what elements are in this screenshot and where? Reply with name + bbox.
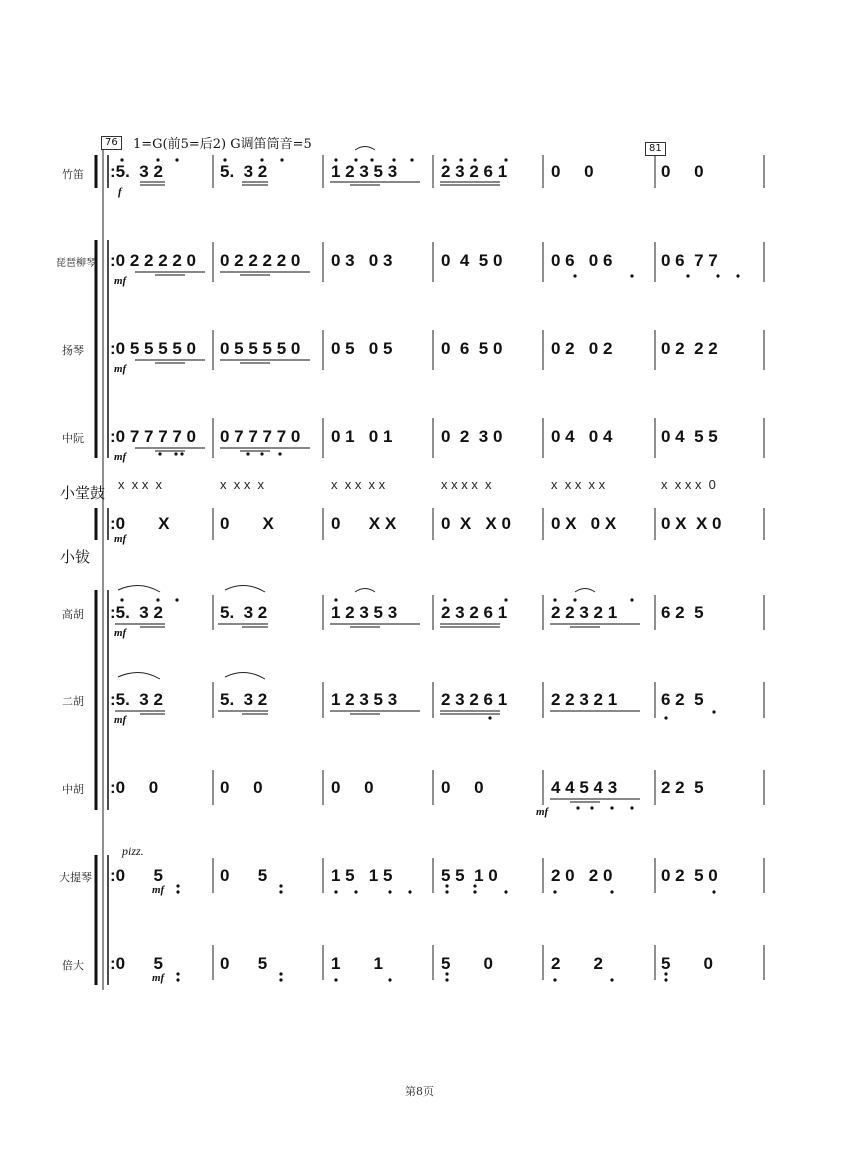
measure-4: 0 0 [441, 778, 484, 797]
measure-1: :5. 3 2 [110, 603, 163, 622]
measure-5: 0 X 0 X [551, 514, 617, 533]
measure-5: 2 2 3 2 1 [551, 603, 618, 622]
measure-1: x x x x [118, 477, 163, 492]
dynamic-marking: mf [114, 363, 127, 375]
measure-4: x x x x x [441, 477, 492, 492]
measure-5: x x x x x [551, 477, 606, 492]
measure-6: 2 2 5 [661, 778, 704, 797]
barlines [213, 155, 764, 980]
measure-2: 0 0 [220, 778, 263, 797]
measure-2: 0 5 [220, 954, 268, 973]
measure-5: 0 2 0 2 [551, 339, 613, 358]
measure-4: 2 3 2 6 1 [441, 603, 508, 622]
slurs [118, 147, 595, 680]
measure-3: x x x x x [331, 477, 386, 492]
measure-2: 0 5 5 5 5 0 [220, 339, 301, 358]
bracket-bamboo-flute [96, 155, 108, 188]
pizz-marking: pizz. [122, 844, 144, 858]
measure-1: :5. 3 2 [110, 162, 163, 181]
measure-4: 0 X X 0 [441, 514, 511, 533]
measure-3: 0 0 [331, 778, 374, 797]
measure-1: :0 5 [110, 954, 163, 973]
instrument-name-small-drum: 小堂鼓 [60, 484, 106, 502]
measure-5: 2 0 2 0 [551, 866, 613, 885]
key-signature-text: 1=G(前5=后2) G调笛筒音=5 [133, 137, 312, 152]
dynamic-marking: mf [114, 533, 127, 545]
measure-4: 5 0 [441, 954, 493, 973]
dynamic-marking: mf [152, 972, 165, 984]
measure-3: 0 X X [331, 514, 397, 533]
instrument-name-zhongruan: 中阮 [62, 432, 84, 445]
measure-4: 0 4 5 0 [441, 251, 503, 270]
measure-3: 1 1 [331, 954, 383, 973]
measure-6: 6 2 5 [661, 690, 704, 709]
measure-4: 5 5 1 0 [441, 866, 498, 885]
measure-6: 0 4 5 5 [661, 427, 718, 446]
dynamic-marking: mf [114, 451, 127, 463]
measure-3: 0 3 0 3 [331, 251, 393, 270]
measure-4: 2 3 2 6 1 [441, 162, 508, 181]
measure-2: 0 2 2 2 2 0 [220, 251, 301, 270]
measure-6: 0 0 [661, 162, 704, 181]
measure-6: 6 2 5 [661, 603, 704, 622]
bracket-bass-strings [96, 855, 108, 985]
measure-2: 5. 3 2 [220, 162, 268, 181]
measure-5: 0 0 [551, 162, 594, 181]
instrument-name-erhu: 二胡 [62, 695, 84, 708]
bracket-plucked-strings [96, 240, 108, 458]
measure-1: :0 2 2 2 2 0 [110, 251, 197, 270]
measure-2: 5. 3 2 [220, 603, 268, 622]
bracket-bowed-strings [96, 590, 108, 810]
measure-2: 0 5 [220, 866, 268, 885]
measure-2: 0 X [220, 514, 274, 533]
measure-5: 4 4 5 4 3 [551, 778, 618, 797]
measure-3: 1 2 3 5 3 [331, 690, 398, 709]
measure-5: 0 6 0 6 [551, 251, 613, 270]
instrument-name-cello: 大提琴 [59, 871, 92, 884]
dynamic-marking: mf [114, 714, 127, 726]
instrument-name-pipa-liuqin: 琵琶柳琴 [56, 258, 96, 269]
measure-5: 2 2 [551, 954, 603, 973]
measure-1: :0 X [110, 514, 170, 533]
measure-3: 1 2 3 5 3 [331, 162, 398, 181]
rehearsal-mark-81: 81 [645, 142, 666, 156]
dynamic-marking: mf [114, 275, 127, 287]
measure-6: 0 2 5 0 [661, 866, 718, 885]
measure-1: :0 0 [110, 778, 159, 797]
measure-1: :5. 3 2 [110, 690, 163, 709]
measure-1: :0 7 7 7 7 0 [110, 427, 197, 446]
measure-4: 0 6 5 0 [441, 339, 503, 358]
measure-3: 0 5 0 5 [331, 339, 393, 358]
instrument-name-zhonghu: 中胡 [62, 783, 84, 796]
measure-1: :0 5 [110, 866, 163, 885]
instrument-name-gaohu: 高胡 [62, 608, 84, 621]
bracket-percussion [96, 508, 108, 540]
instrument-name-yangqin: 扬琴 [62, 344, 84, 357]
measure-6: x x x x 0 [661, 477, 716, 492]
measure-6: 0 2 2 2 [661, 339, 718, 358]
instrument-name-small-cymbal: 小钹 [60, 548, 91, 566]
dynamic-marking: mf [152, 884, 165, 896]
rehearsal-mark-76: 76 [101, 136, 122, 150]
measure-4: 0 2 3 0 [441, 427, 503, 446]
measure-5: 2 2 3 2 1 [551, 690, 618, 709]
measure-3: 1 2 3 5 3 [331, 603, 398, 622]
measure-2: x x x x [220, 477, 265, 492]
measure-4: 2 3 2 6 1 [441, 690, 508, 709]
measure-6: 5 0 [661, 954, 713, 973]
measure-2: 5. 3 2 [220, 690, 268, 709]
dynamic-marking: mf [536, 806, 549, 818]
measure-6: 0 X X 0 [661, 514, 722, 533]
measure-3: 1 5 1 5 [331, 866, 393, 885]
dynamic-marking: mf [114, 627, 127, 639]
instrument-name-double-bass: 倍大 [62, 959, 84, 972]
measure-5: 0 4 0 4 [551, 427, 613, 446]
page-number: 第8页 [405, 1085, 434, 1098]
measure-3: 0 1 0 1 [331, 427, 393, 446]
measure-2: 0 7 7 7 7 0 [220, 427, 301, 446]
measure-6: 0 6 7 7 [661, 251, 718, 270]
dynamic-marking: f [118, 186, 122, 198]
instrument-name-bamboo-flute: 竹笛 [62, 168, 84, 181]
measure-1: :0 5 5 5 5 0 [110, 339, 197, 358]
